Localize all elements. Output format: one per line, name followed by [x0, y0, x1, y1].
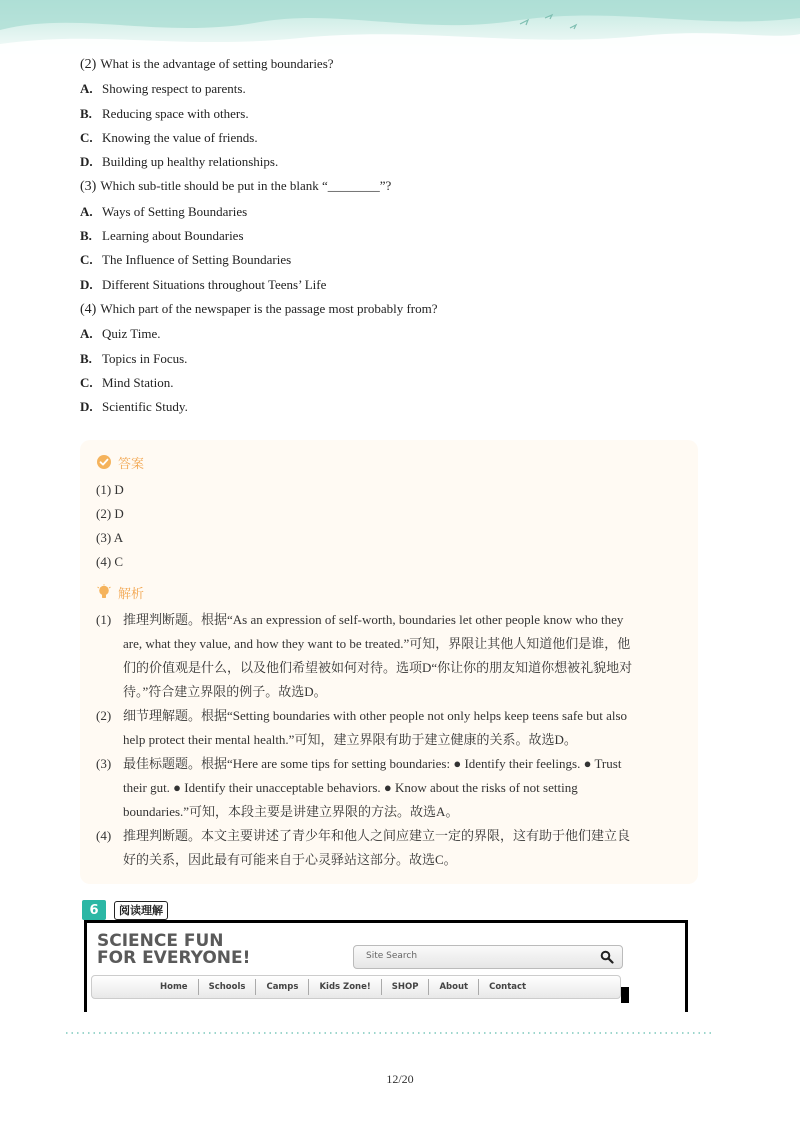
- option-q2-d[interactable]: D. Building up healthy relationships.: [80, 154, 279, 170]
- nav-kids-zone[interactable]: Kids Zone!: [309, 979, 381, 995]
- explanation-line: 推理判断题。根据“As an expression of self-worth, boundaries let other people know who they: [123, 612, 624, 627]
- analysis-label-row: [96, 582, 686, 602]
- option-q3-d[interactable]: D. Different Situations throughout Teens’ Life: [80, 276, 327, 292]
- option-q4-a[interactable]: A. Quiz Time.: [80, 326, 161, 342]
- search-placeholder: Site Search: [366, 951, 418, 961]
- answer-item: (4) C: [96, 554, 124, 569]
- option-q3-c[interactable]: C. The Influence of Setting Boundaries: [80, 252, 292, 268]
- analysis-label: 解析: [118, 586, 145, 602]
- questions-section: [80, 52, 720, 419]
- nav-contact[interactable]: Contact: [489, 982, 527, 992]
- question-type-tag: 阅读理解: [114, 901, 168, 920]
- page-number: 12/20: [386, 1072, 414, 1086]
- explanation-line: are, what they value, and how they want to be treated.”可知，界限让其他人知道他们是谁，他: [123, 636, 631, 651]
- explanation-line: 待。”符合建立界限的例子。故选D。: [123, 684, 327, 699]
- option-q2-c[interactable]: C. Knowing the value of friends.: [80, 129, 258, 145]
- explanation-3: (3) 最佳标题题。根据“Here are some tips for setting boundaries: ● Identify their feelings. ● Trust their gut. ● Identify their unacceptable behaviors. ● Know about the risks of not setting boundaries.”可知，本段主要是讲建立界限的方法。故选A。: [96, 752, 686, 824]
- explanation-line: their gut. ● Identify their unacceptable behaviors. ● Know about the risks of not setting: [123, 780, 578, 795]
- check-badge-icon: [96, 454, 112, 470]
- explanation-line: 好的关系，因此最有可能来自于心灵驿站这部分。故选C。: [123, 852, 457, 867]
- explanation-4: (4) 推理判断题。本文主要讲述了青少年和他人之间应建立一定的界限，这有助于他们建立良 好的关系，因此最有可能来自于心灵驿站这部分。故选C。: [96, 824, 686, 872]
- nav-home[interactable]: Home: [150, 979, 199, 995]
- nav-camps[interactable]: Camps: [256, 979, 309, 995]
- nav-schools[interactable]: Schools: [199, 979, 257, 995]
- nav-about[interactable]: About: [429, 979, 479, 995]
- explanation-2: (2) 细节理解题。根据“Setting boundaries with other people not only helps keep teens safe but also help protect their mental health.”可知，建立界限有助于建立健康的关系。故选D。: [96, 704, 686, 752]
- question-number-badge: 6: [82, 900, 106, 920]
- website-screenshot: [84, 920, 688, 1012]
- option-q4-c[interactable]: C. Mind Station.: [80, 374, 174, 390]
- lightbulb-icon: [96, 584, 112, 600]
- site-search-input[interactable]: [353, 945, 623, 969]
- option-q4-d[interactable]: D. Scientific Study.: [80, 399, 188, 415]
- answer-item: (3) A: [96, 530, 124, 545]
- answer-item: (1) D: [96, 482, 124, 497]
- question-3: (3) Which sub-title should be put in the blank “________”?: [80, 178, 392, 195]
- question-2: (2) What is the advantage of setting boundaries?: [80, 56, 334, 72]
- nav-shadow: [621, 987, 629, 1003]
- answer-item: (2) D: [96, 506, 124, 521]
- explanation-line: 最佳标题题。根据“Here are some tips for setting boundaries: ● Identify their feelings. ● Trust: [123, 756, 622, 771]
- explanation-line: help protect their mental health.”可知，建立界限有助于建立健康的关系。故选D。: [123, 732, 577, 747]
- nav-shop[interactable]: SHOP: [382, 979, 430, 995]
- explanation-line: 们的价值观是什么，以及他们希望被如何对待。选项D“你让你的朋友知道你想被礼貌地对: [123, 660, 633, 675]
- answer-panel: [80, 440, 698, 884]
- site-logo: SCIENCE FUN FOR EVERYONE!: [97, 931, 251, 968]
- dotted-divider: [66, 1032, 712, 1034]
- option-q3-b[interactable]: B. Learning about Boundaries: [80, 228, 244, 244]
- option-q4-b[interactable]: B. Topics in Focus.: [80, 350, 188, 366]
- search-icon[interactable]: [600, 950, 614, 964]
- option-q2-a[interactable]: A. Showing respect to parents.: [80, 81, 246, 97]
- explanation-line: boundaries.”可知，本段主要是讲建立界限的方法。故选A。: [123, 804, 459, 819]
- explanation-line: 细节理解题。根据“Setting boundaries with other people not only helps keep teens safe but also: [123, 708, 628, 723]
- question-4: (4) Which part of the newspaper is the passage most probably from?: [80, 300, 438, 317]
- option-q3-a[interactable]: A. Ways of Setting Boundaries: [80, 203, 248, 219]
- site-nav: [91, 975, 621, 999]
- answer-label: 答案: [118, 456, 145, 472]
- explanation-1: (1) 推理判断题。根据“As an expression of self-worth, boundaries let other people know who they are, what they value, and how they want to be treated.”可知，界限让其他人知道他们是谁，他 们的价值观是什么，以及他们希望被如何对待。选项D“你让你的朋友知道你想被礼貌地对 待。”符合建立界限的例子。故选D。: [96, 608, 686, 704]
- option-q2-b[interactable]: B. Reducing space with others.: [80, 105, 249, 121]
- answer-label-row: [96, 452, 686, 472]
- explanation-line: 推理判断题。本文主要讲述了青少年和他人之间应建立一定的界限，这有助于他们建立良: [123, 828, 631, 843]
- question-6-header: [82, 900, 168, 920]
